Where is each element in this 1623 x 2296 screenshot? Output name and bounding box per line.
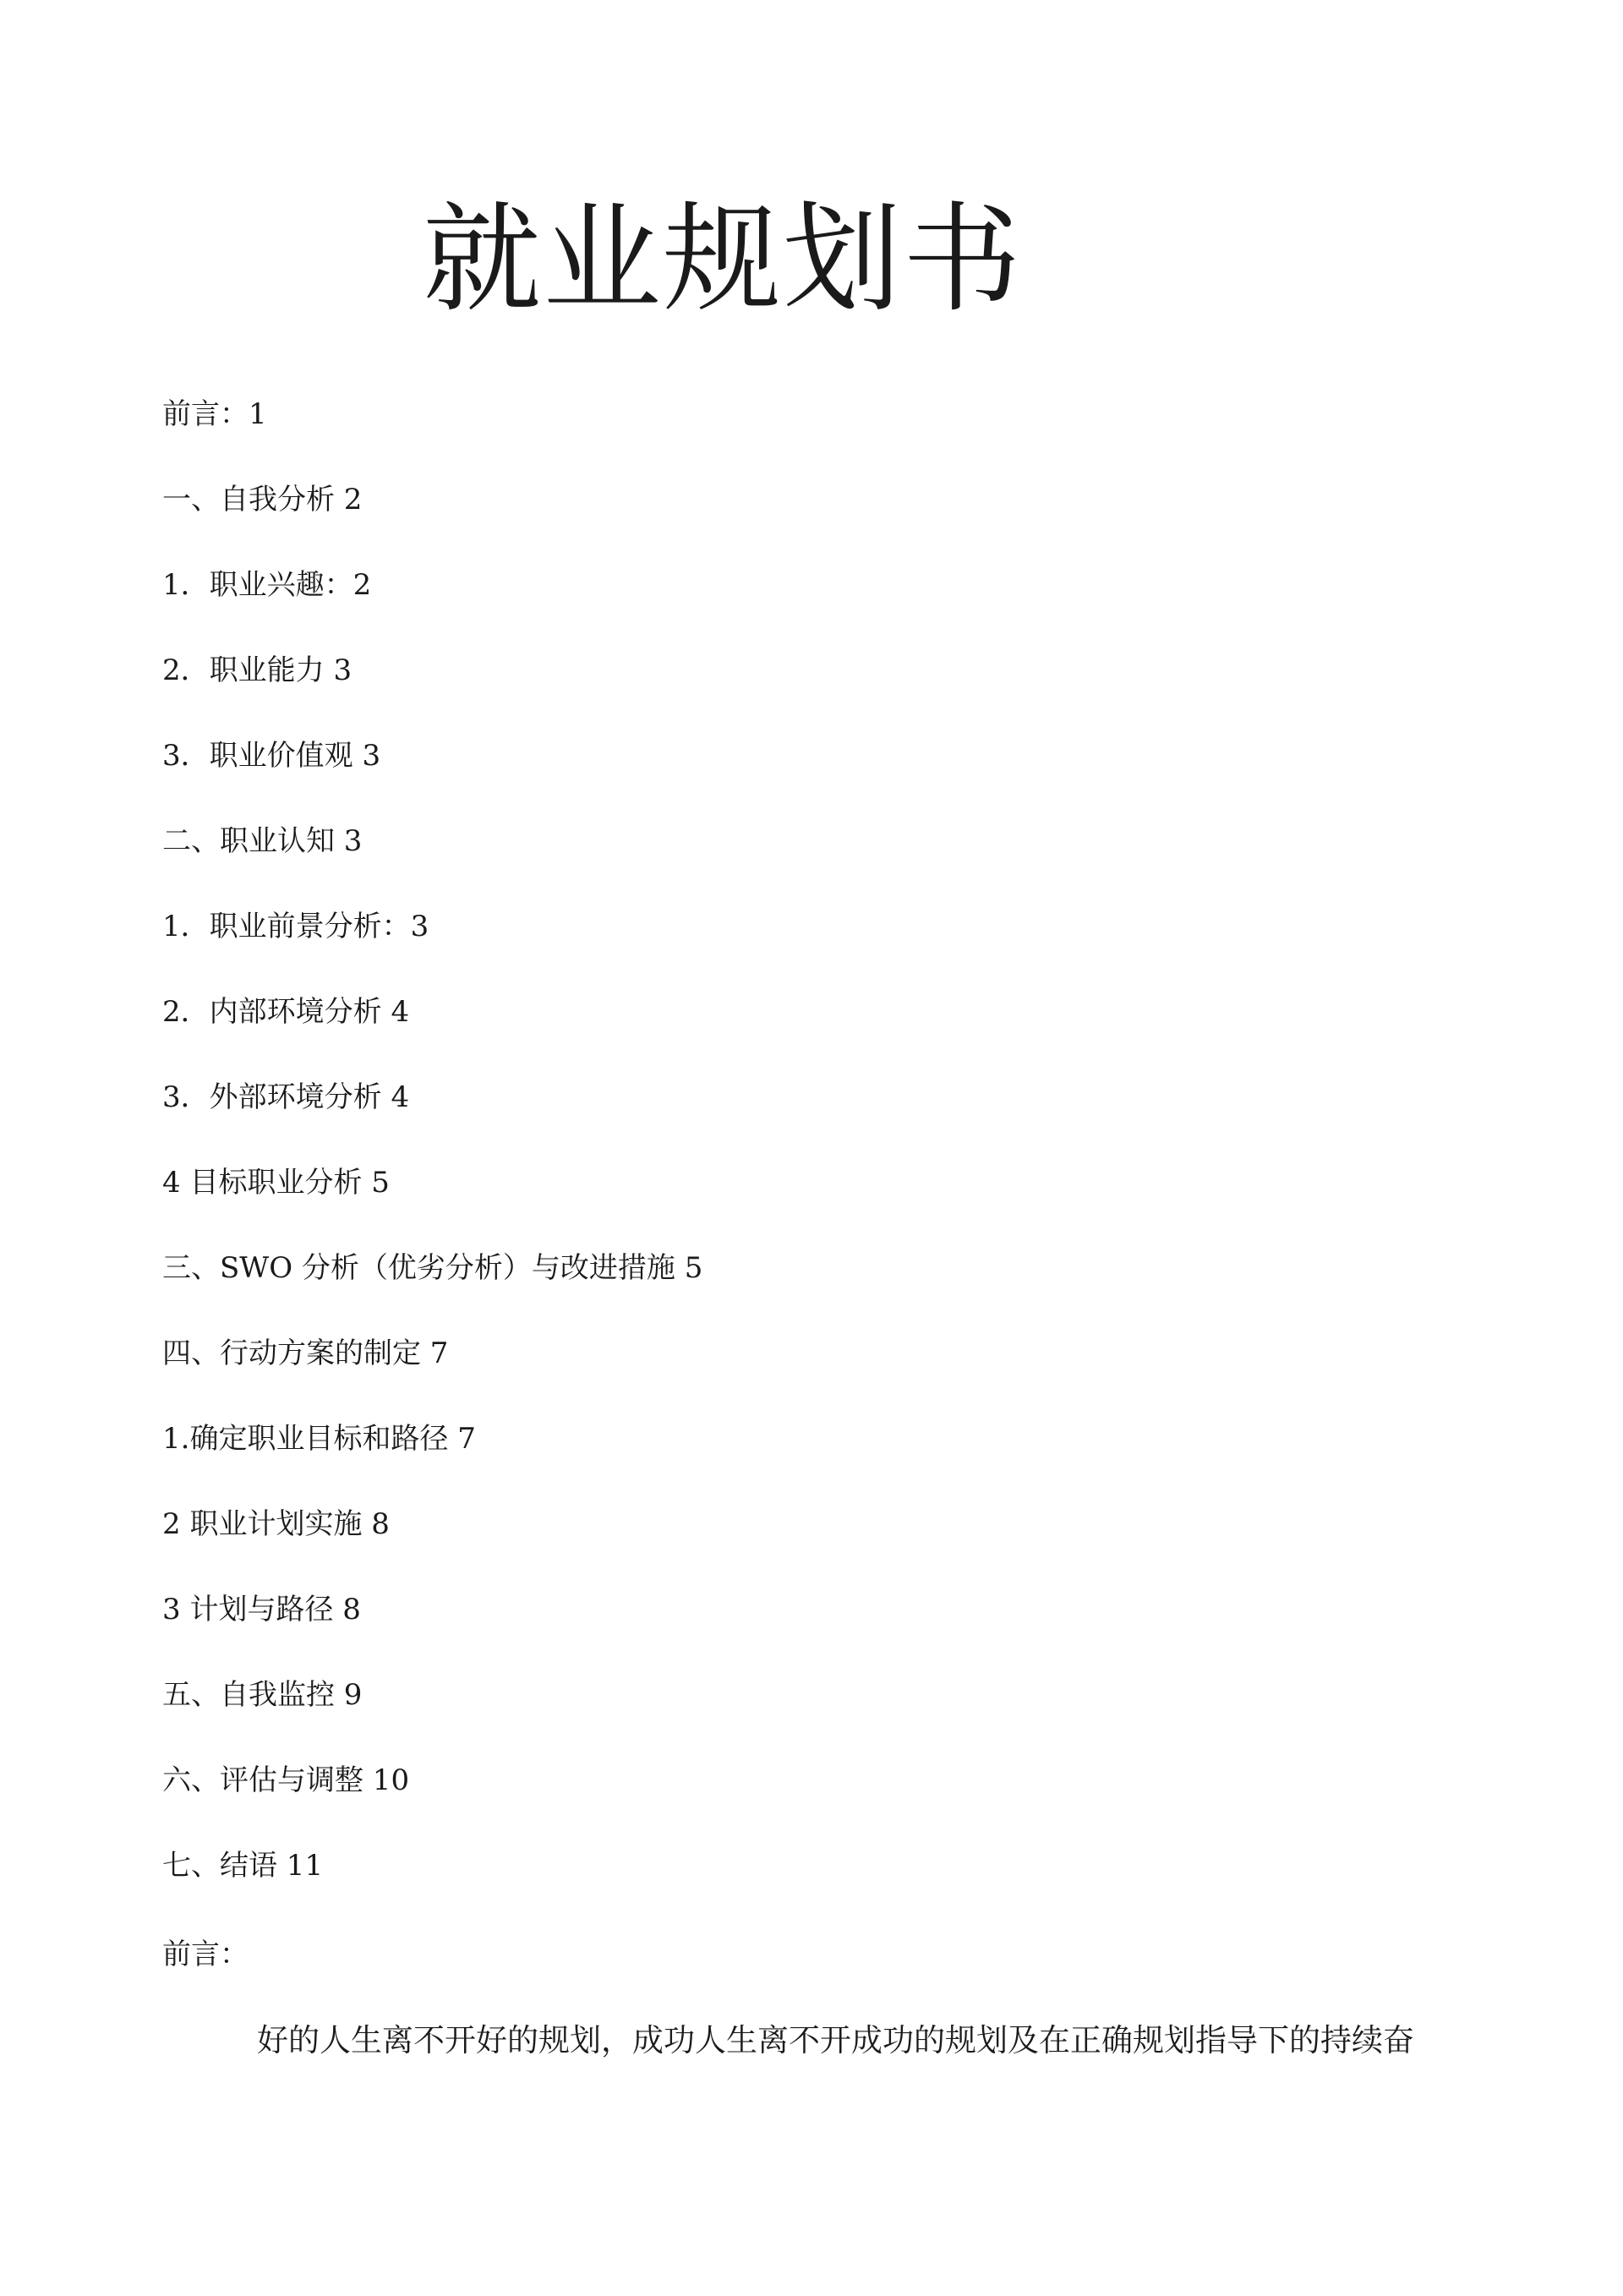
toc-entry: 2．职业能力 3 (162, 653, 352, 687)
toc-entry: 一、自我分析 2 (162, 483, 363, 517)
toc-entry: 前言：1 (162, 397, 267, 431)
toc-entry: 1．职业兴趣：2 (162, 568, 372, 602)
toc-entry: 2．内部环境分析 4 (162, 995, 410, 1029)
toc-entry: 五、自我监控 9 (162, 1678, 363, 1712)
page-title: 就业规划书 (423, 191, 1024, 329)
toc-entry: 四、行动方案的制定 7 (162, 1337, 449, 1370)
toc-entry: 二、职业认知 3 (162, 824, 363, 858)
toc-entry: 4 目标职业分析 5 (162, 1166, 390, 1200)
toc-entry: 3．职业价值观 3 (162, 739, 381, 773)
preface-paragraph: 好的人生离不开好的规划，成功人生离不开成功的规划及在正确规划指导下的持续奋 (257, 2022, 1414, 2058)
toc-entry: 七、结语 11 (162, 1849, 324, 1883)
preface-heading: 前言： (162, 1938, 249, 1971)
toc-entry: 1．职业前景分析：3 (162, 910, 429, 943)
toc-entry: 2 职业计划实施 8 (162, 1507, 390, 1541)
toc-entry: 六、评估与调整 10 (162, 1763, 410, 1797)
toc-entry: 3 计划与路径 8 (162, 1593, 361, 1626)
toc-entry: 3．外部环境分析 4 (162, 1080, 410, 1114)
toc-entry: 1.确定职业目标和路径 7 (162, 1422, 476, 1456)
table-of-contents (162, 397, 702, 1883)
toc-entry: 三、SWO 分析（优劣分析）与改进措施 5 (162, 1251, 703, 1285)
